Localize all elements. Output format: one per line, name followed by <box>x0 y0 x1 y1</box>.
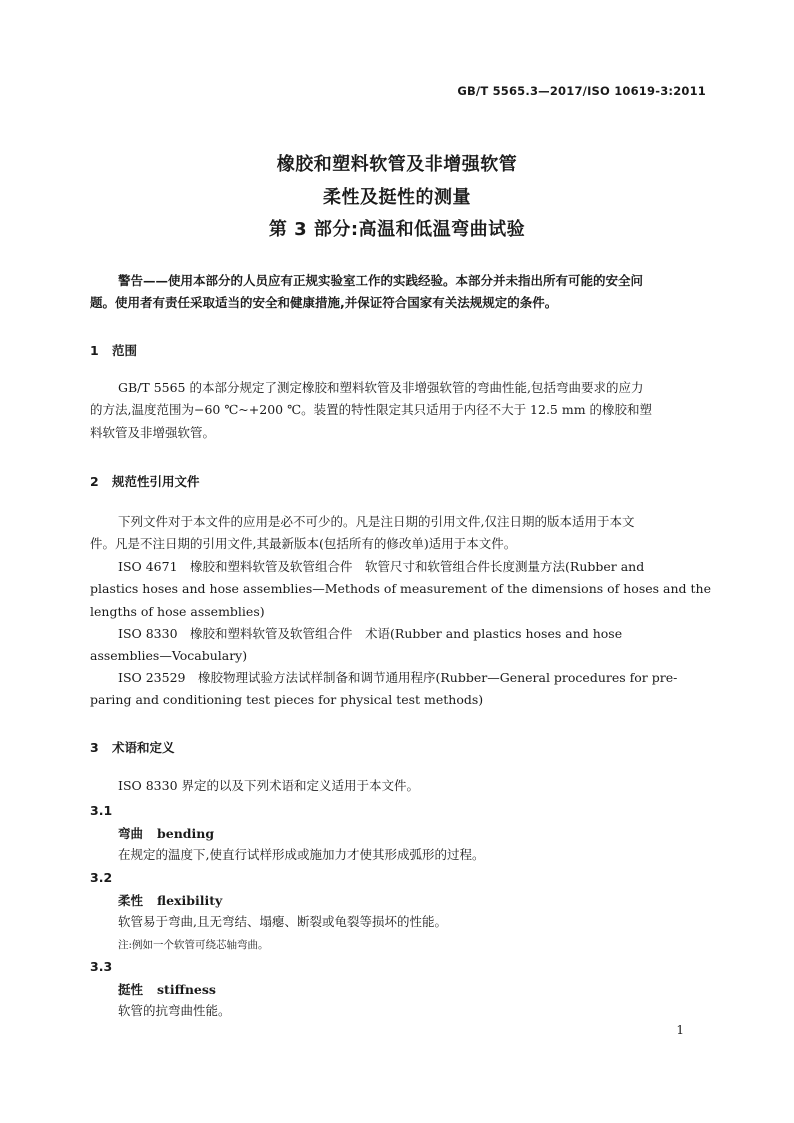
scope-paragraph <box>90 377 706 444</box>
reference-line: paring and conditioning test pieces for physical test methods) <box>90 692 484 708</box>
term-en: stiffness <box>157 982 216 997</box>
term-en: flexibility <box>157 893 223 908</box>
section-heading-terms-definitions <box>90 738 175 756</box>
document-title-line1: 橡胶和塑料软管及非增强软管 <box>276 154 518 175</box>
paragraph-line: 料软管及非增强软管。 <box>90 424 216 440</box>
reference-entry-iso-8330 <box>90 623 706 668</box>
term-number: 3.2 <box>90 870 113 885</box>
paragraph-line: 件。凡是不注日期的引用文件,其最新版本(包括所有的修改单)适用于本文件。 <box>90 536 517 552</box>
warning-line: 警告——使用本部分的人员应有正规实验室工作的实践经验。本部分并未指出所有可能的安全问 <box>118 273 644 288</box>
terms-intro-paragraph <box>90 775 706 797</box>
reference-entry-iso-23529 <box>90 667 706 712</box>
paragraph-line: ISO 8330 界定的以及下列术语和定义适用于本文件。 <box>118 778 420 793</box>
section-title: 规范性引用文件 <box>112 474 200 489</box>
term-definition: 软管的抗弯曲性能。 <box>118 1003 231 1018</box>
section-title: 术语和定义 <box>112 740 175 755</box>
term-zh: 挺性 <box>118 982 144 997</box>
term-en: bending <box>157 826 215 841</box>
references-intro-paragraph <box>90 511 706 556</box>
reference-line: plastics hoses and hose assemblies—Methods of measurement of the dimensions of hoses and the <box>90 581 711 597</box>
paragraph-line: 下列文件对于本文件的应用是必不可少的。凡是注日期的引用文件,仅注日期的版本适用于本文 <box>118 514 635 529</box>
section-number: 2 <box>90 474 99 489</box>
reference-line: lengths of hose assemblies) <box>90 603 265 619</box>
reference-line: assemblies—Vocabulary) <box>90 648 248 664</box>
term-heading <box>118 824 214 842</box>
section-heading-scope <box>90 341 137 359</box>
reference-line: ISO 23529 橡胶物理试验方法试样制备和调节通用程序(Rubber—General procedures for pre- <box>118 670 678 685</box>
section-title: 范围 <box>112 343 138 358</box>
term-heading <box>118 891 222 909</box>
term-number: 3.3 <box>90 959 113 974</box>
page-number: 1 <box>676 1023 684 1037</box>
section-number: 3 <box>90 740 99 755</box>
term-zh: 柔性 <box>118 893 144 908</box>
paragraph-line: 的方法,温度范围为−60 ℃~+200 ℃。装置的特性限定其只适用于内径不大于 12.5 mm 的橡胶和塑 <box>90 402 653 418</box>
standard-number: GB/T 5565.3—2017/ISO 10619-3:2011 <box>457 84 706 98</box>
section-number: 1 <box>90 343 99 358</box>
document-title-line2: 柔性及挺性的测量 <box>323 187 471 208</box>
reference-line: ISO 4671 橡胶和塑料软管及软管组合件 软管尺寸和软管组合件长度测量方法(Rubber and <box>118 559 645 574</box>
term-definition: 软管易于弯曲,且无弯结、塌瘪、断裂或龟裂等损坏的性能。 <box>118 914 447 929</box>
term-definition: 在规定的温度下,使直行试样形成或施加力才使其形成弧形的过程。 <box>118 847 485 862</box>
term-zh: 弯曲 <box>118 826 144 841</box>
term-heading <box>118 980 216 998</box>
section-heading-normative-references <box>90 472 200 490</box>
warning-paragraph <box>90 270 706 315</box>
reference-entry-iso-4671 <box>90 556 711 623</box>
reference-line: ISO 8330 橡胶和塑料软管及软管组合件 术语(Rubber and plastics hoses and hose <box>118 626 623 641</box>
term-number: 3.1 <box>90 803 113 818</box>
document-title-line3: 第 3 部分:高温和低温弯曲试验 <box>268 219 526 240</box>
warning-line: 题。使用者有责任采取适当的安全和健康措施,并保证符合国家有关法规规定的条件。 <box>90 295 558 311</box>
paragraph-line: GB/T 5565 的本部分规定了测定橡胶和塑料软管及非增强软管的弯曲性能,包括弯曲要求的应力 <box>118 380 644 395</box>
term-note: 注:例如一个软管可绕芯轴弯曲。 <box>118 939 269 951</box>
